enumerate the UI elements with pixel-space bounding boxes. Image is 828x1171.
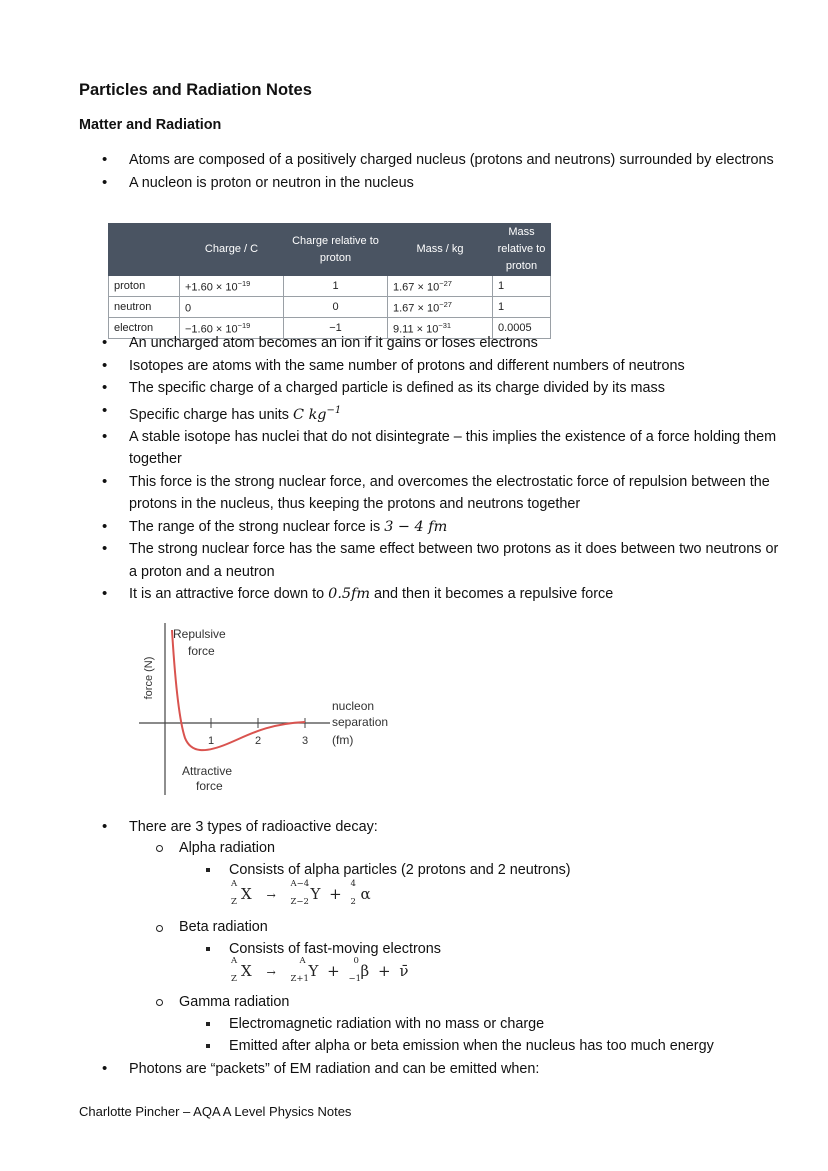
table-header: Mass / kg [388, 224, 493, 276]
sub-bullet-circle [156, 845, 163, 852]
table-header-row [109, 224, 551, 276]
list-item: • A nucleon is proton or neutron in the nucleus [0, 172, 828, 195]
table-row [109, 297, 551, 318]
particle-name: neutron [109, 297, 180, 318]
list-item: • An uncharged atom becomes an ion if it gains or loses electrons [0, 332, 828, 355]
gamma-description: Emitted after alpha or beta emission when the nucleus has too much energy [229, 1038, 714, 1054]
force-separation-graph [135, 620, 415, 800]
tick-label: 2 [254, 735, 262, 747]
list-item: • Atoms are composed of a positively charged nucleus (protons and neutrons) surrounded by electrons [0, 149, 828, 172]
list-item: • There are 3 types of radioactive decay: [0, 816, 828, 839]
table-header: Charge / C [180, 224, 284, 276]
particle-table [108, 223, 551, 339]
list-item: • This force is the strong nuclear force, and overcomes the electrostatic force of repulsion between the protons in the nucleus, thus keeping the protons and neutrons together [0, 471, 828, 516]
beta-equation: A Z X → A Z+1 Y + 0 −1 β + ν̄ [231, 956, 409, 984]
gamma-title: Gamma radiation [179, 994, 290, 1010]
charge-cell: $-1.60 \times 10^{-19}$ [180, 318, 284, 339]
list-item: • It is an attractive force down to 0.5fm and then it becomes a repulsive force [0, 583, 828, 606]
page-title: Particles and Radiation Notes [79, 81, 312, 99]
x-axis-label: separation [332, 715, 389, 729]
sub-bullet-square [206, 1044, 210, 1048]
table-row [109, 276, 551, 297]
attractive-label: Attractive [182, 764, 233, 778]
x-axis-label: nucleon [332, 699, 375, 713]
range-math: 3 − 4 fm [384, 518, 448, 535]
list-item: • Specific charge has units C $kg^{-1}$ [0, 400, 828, 426]
alpha-equation: A Z X → A−4 Z−2 Y + 4 2 α [231, 879, 371, 907]
mass-cell: $1.67 \times 10^{-27}$ [388, 276, 493, 297]
mass-cell: $1.67 \times 10^{-27}$ [388, 297, 493, 318]
table-header: Mass relative to proton [493, 224, 551, 276]
bullet-list-decay [0, 816, 828, 839]
footer: Charlotte Pincher – AQA A Level Physics Notes [79, 1104, 352, 1119]
list-item: • A stable isotope has nuclei that do not disintegrate – this implies the existence of a force holding them together [0, 426, 828, 471]
particle-name: proton [109, 276, 180, 297]
list-item: • Photons are “packets” of EM radiation and can be emitted when: [0, 1058, 828, 1081]
repulsive-label: force [188, 644, 215, 658]
y-axis-label: force (N) [143, 656, 155, 700]
distance-math: 0.5fm [328, 586, 371, 603]
beta-description: Consists of fast-moving electrons [229, 941, 441, 957]
charge-cell: 0 [180, 297, 284, 318]
rel-charge-cell: −1 [284, 318, 388, 339]
table-header: Charge relative to proton [284, 224, 388, 276]
sub-bullet-square [206, 1022, 210, 1026]
alpha-title: Alpha radiation [179, 840, 276, 856]
sub-bullet-circle [156, 999, 163, 1006]
beta-title: Beta radiation [179, 919, 268, 935]
repulsive-label: Repulsive [173, 627, 226, 641]
rel-mass-cell: 1 [493, 276, 551, 297]
alpha-description: Consists of alpha particles (2 protons and 2 neutrons) [229, 862, 571, 878]
bullet-list-top [0, 149, 828, 194]
sub-bullet-square [206, 868, 210, 872]
list-item: • Isotopes are atoms with the same number of protons and different numbers of neutrons [0, 355, 828, 378]
table-header [109, 224, 180, 276]
rel-charge-cell: 0 [284, 297, 388, 318]
section-heading: Matter and Radiation [79, 117, 222, 133]
tick-label: 1 [207, 735, 215, 747]
bullet-list-photons [0, 1058, 828, 1081]
charge-cell: $+1.60 \times 10^{-19}$ [180, 276, 284, 297]
particle-name: electron [109, 318, 180, 339]
list-item: • The specific charge of a charged particle is defined as its charge divided by its mass [0, 377, 828, 400]
units-math: C kg [292, 406, 327, 423]
list-item: • The range of the strong nuclear force is 3 − 4 fm [0, 516, 828, 539]
mass-cell: $9.11 \times 10^{-31}$ [388, 318, 493, 339]
rel-mass-cell: 0.0005 [493, 318, 551, 339]
sub-bullet-square [206, 947, 210, 951]
x-axis-label: (fm) [332, 733, 354, 747]
rel-mass-cell: 1 [493, 297, 551, 318]
rel-charge-cell: 1 [284, 276, 388, 297]
gamma-description: Electromagnetic radiation with no mass or charge [229, 1016, 545, 1032]
sub-bullet-circle [156, 925, 163, 932]
bullet-list-middle [0, 332, 828, 606]
list-item: • The strong nuclear force has the same effect between two protons as it does between two neutrons or a proton and a neutron [0, 538, 828, 583]
attractive-label: force [196, 779, 223, 793]
tick-label: 3 [301, 735, 309, 747]
